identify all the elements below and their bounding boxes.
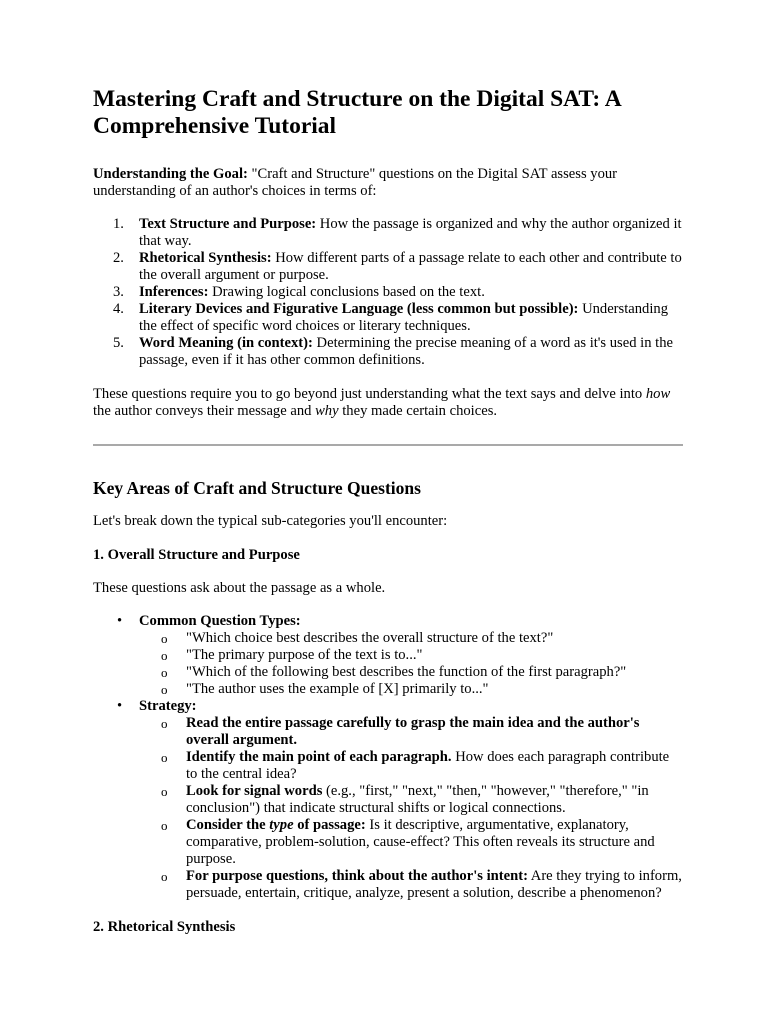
strategy-bold-part: of passage: [293, 817, 366, 833]
list-item-text: Determining the precise meaning of a word as it's used in the passage, even if it has other common definitions. [139, 335, 673, 368]
list-number: 4. [113, 301, 124, 317]
intro-text: "Craft and Structure" questions on the Digital SAT assess your understanding of an author's choices in terms of: [93, 166, 618, 199]
sub-bullet-icon: o [161, 784, 168, 799]
document-body [93, 86, 683, 936]
common-types-label: Common Question Types: [139, 613, 301, 629]
strategy-text: How does each paragraph contribute to the central idea? [186, 749, 670, 782]
list-item-label: Word Meaning (in context): [139, 335, 313, 351]
list-item-text: How the passage is organized and why the author organized it that way. [139, 216, 682, 249]
list-item [139, 630, 683, 647]
question-type-text: "The author uses the example of [X] primarily to..." [186, 681, 489, 697]
question-type-text: "Which choice best describes the overall structure of the text?" [186, 630, 554, 646]
sub-bullet-icon: o [161, 648, 168, 663]
key-areas-heading: Key Areas of Craft and Structure Questions [93, 478, 421, 498]
goals-list [93, 216, 683, 369]
strategy-bold-text: Identify the main point of each paragraph. [186, 749, 452, 765]
common-types-list [139, 630, 683, 698]
sub-bullet-icon: o [161, 682, 168, 697]
list-item-text: How different parts of a passage relate to each other and contribute to the overall argument or purpose. [139, 250, 682, 283]
emphasis-why: why [315, 403, 339, 419]
sub-bullet-icon: o [161, 631, 168, 646]
list-item [139, 647, 683, 664]
list-item [139, 783, 683, 817]
list-item-common-types [93, 613, 683, 698]
list-number: 2. [113, 250, 124, 266]
question-type-text: "Which of the following best describes the function of the first paragraph?" [186, 664, 627, 680]
list-item-strategy [93, 698, 683, 902]
question-type-text: "The primary purpose of the text is to..." [186, 647, 423, 663]
strategy-text: Are they trying to inform, persuade, entertain, critique, analyze, present a solution, describe a phenomenon? [186, 868, 682, 901]
list-item-label: Text Structure and Purpose: [139, 216, 317, 232]
key-areas-lead: Let's break down the typical sub-categories you'll encounter: [93, 513, 448, 529]
list-item [93, 301, 683, 335]
list-item [139, 664, 683, 681]
list-item [139, 817, 683, 868]
section2-heading: 2. Rhetorical Synthesis [93, 919, 236, 935]
emphasis-how: how [645, 386, 671, 402]
closing-text: they made certain choices. [338, 403, 498, 419]
list-item [93, 335, 683, 369]
strategy-list [139, 715, 683, 902]
horizontal-divider [93, 444, 683, 446]
list-item [93, 216, 683, 250]
sub-bullet-icon: o [161, 716, 168, 731]
intro-label: Understanding the Goal: [93, 166, 248, 182]
list-item-label: Rhetorical Synthesis: [139, 250, 272, 266]
list-item [139, 715, 683, 749]
list-item [93, 250, 683, 284]
strategy-bold-text: For purpose questions, think about the author's intent: [186, 868, 528, 884]
sub-bullet-icon: o [161, 665, 168, 680]
bullet-icon: • [117, 698, 123, 714]
list-item-label: Inferences: [139, 284, 209, 300]
list-item [139, 681, 683, 698]
strategy-text: Is it descriptive, argumentative, explanatory, comparative, problem-solution, cause-effect? This often reveals its structure and purpose. [186, 817, 655, 867]
list-number: 3. [113, 284, 124, 300]
strategy-text: (e.g., "first," "next," "then," "however," "therefore," "in conclusion") that indicate structural shifts or logical connections. [186, 783, 649, 816]
bullet-icon: • [117, 613, 123, 629]
strategy-bold-text: Look for signal words [186, 783, 323, 799]
closing-text: the author conveys their message and [93, 403, 316, 419]
strategy-label: Strategy: [139, 698, 197, 714]
section1-intro: These questions ask about the passage as a whole. [93, 580, 386, 596]
intro-paragraph [93, 166, 683, 200]
page-title: Mastering Craft and Structure on the Digital SAT: A Comprehensive Tutorial [93, 86, 621, 139]
list-item [93, 284, 683, 301]
closing-paragraph [93, 386, 683, 420]
sub-bullet-icon: o [161, 869, 168, 884]
list-number: 1. [113, 216, 124, 232]
strategy-bold-text: Read the entire passage carefully to grasp the main idea and the author's overall argument. [186, 715, 640, 748]
list-item-text: Understanding the effect of specific word choices or literary techniques. [139, 301, 668, 334]
list-item [139, 749, 683, 783]
strategy-bold-part: Consider the [186, 817, 270, 833]
sub-bullet-icon: o [161, 818, 168, 833]
list-item-text: Drawing logical conclusions based on the text. [208, 284, 485, 300]
section1-bullet-list [93, 613, 683, 902]
list-item [139, 868, 683, 902]
list-item-label: Literary Devices and Figurative Language (less common but possible): [139, 301, 579, 317]
emphasis-type: type [269, 817, 294, 833]
strategy-bold-text [186, 817, 366, 833]
closing-text: These questions require you to go beyond just understanding what the text says and delve into [93, 386, 646, 402]
section1-heading: 1. Overall Structure and Purpose [93, 547, 300, 563]
sub-bullet-icon: o [161, 750, 168, 765]
list-number: 5. [113, 335, 124, 351]
